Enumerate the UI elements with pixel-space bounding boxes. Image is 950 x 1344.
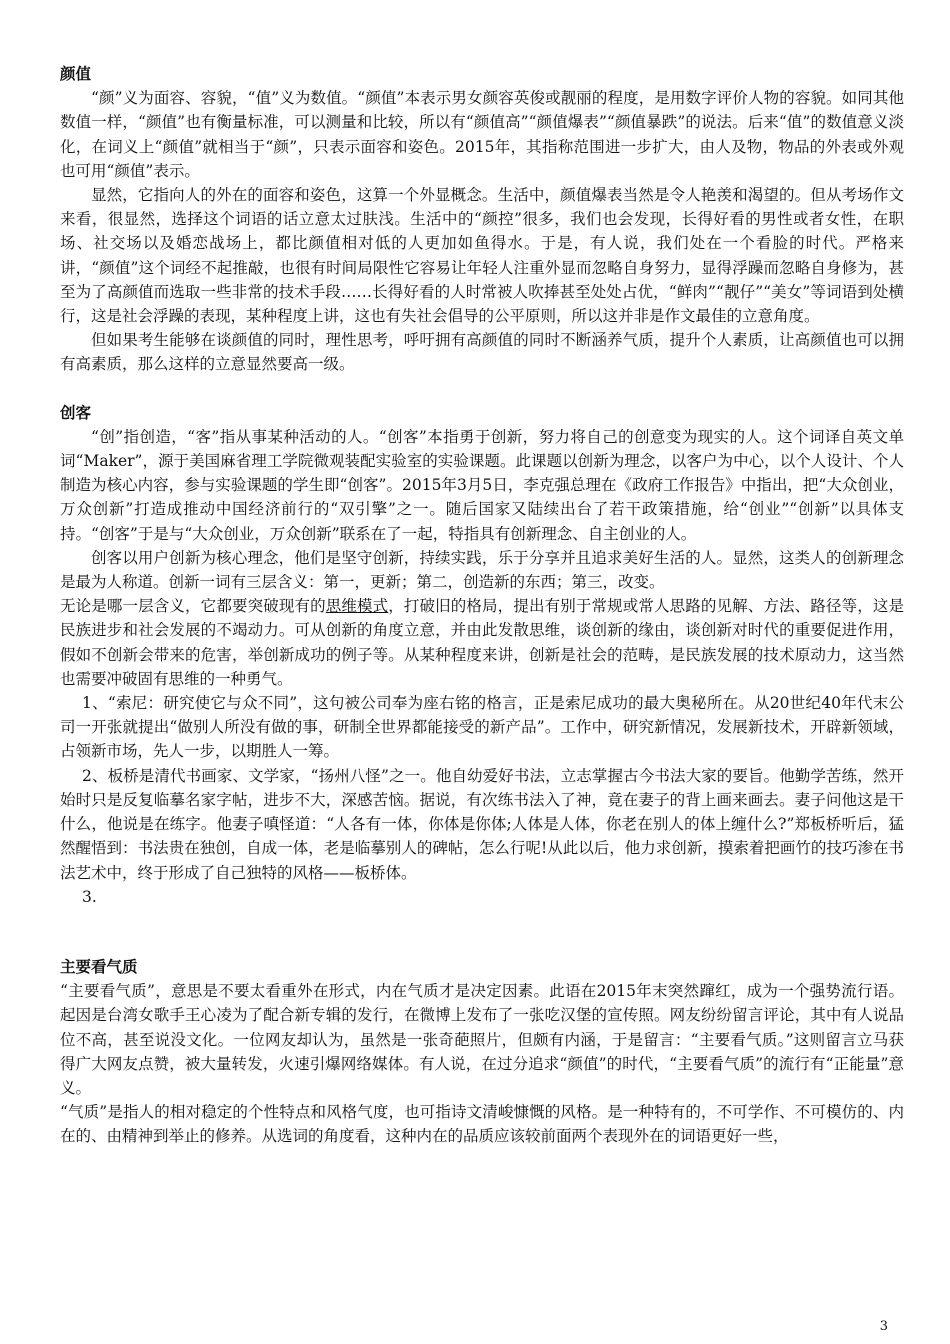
paragraph [60,594,904,691]
paragraph: “气质”是指人的相对稳定的个性特点和风格气度，也可指诗文清峻慷慨的风格。是一种特有的，不可学作、不可模仿的、内在的、由精神到举止的修养。从选词的角度看，这种内在的品质应该较前面两个表现外在的词语更好一些， [60,1103,904,1146]
example-item: 3. [82,887,97,906]
section-heading-yanzhi: 颜值 [60,65,92,83]
paragraph: “创”指创造，“客”指从事某种活动的人。“创客”本指勇于创新，努力将自己的创意变为现实的人。这个词译自英文单词“Maker”，源于美国麻省理工学院微观装配实验室的实验课题。此课题以创新为理念，以客户为中心，以个人设计、个人制造为核心内容，参与实验课题的学生即“创客”。2015年3月5日，李克强总理在《政府工作报告》中指出，把“大众创业，万众创新”打造成推动中国经济前行的“双引擎”之一。随后国家又陆续出台了若干政策措施，给“创业”“创新”以具体支持。“创客”于是与“大众创业，万众创新”联系在了一起，特指具有创新理念、自主创业的人。 [60,427,904,543]
paragraph: 显然，它指向人的外在的面容和姿色，这算一个外显概念。生活中，颜值爆表当然是令人艳羡和渴望的。但从考场作文来看，很显然，选择这个词语的话立意太过肤浅。生活中的“颜控”很多，我们也会发现，长得好看的男性或者女性，在职场、社交场以及婚恋战场上，都比颜值相对低的人更加如鱼得水。于是，有人说，我们处在一个看脸的时代。严格来讲，“颜值”这个词经不起推敲，也很有时间局限性它容易让年轻人注重外显而忽略自身努力，显得浮躁而忽略自身修为，甚至为了高颜值而选取一些非常的技术手段……长得好看的人时常被人吹捧甚至处处占优，“鲜肉”“靓仔”“美女”等词语到处横行，这是社会浮躁的表现，某种程度上讲，这也有失社会倡导的公平原则，所以这并非是作文最佳的立意角度。 [60,186,904,326]
paragraph: 创客以用户创新为核心理念，他们是坚守创新，持续实践，乐于分享并且追求美好生活的人。显然，这类人的创新理念是最为人称道。创新一词有三层含义：第一，更新；第二，创造新的东西；第三，改变。 [60,548,904,592]
paragraph: “颜”义为面容、容貌，“值”义为数值。“颜值”本表示男女颜容英俊或靓丽的程度，是用数字评价人物的容貌。如同其他数值一样，“颜值”也有衡量标准，可以测量和比较，所以有“颜值高”“颜值爆表”“颜值暴跌”的说法。后来“值”的数值意义淡化，在词义上“颜值”就相当于“颜”，只表示面容和姿色。2015年，其指称范围进一步扩大，由人及物，物品的外表或外观也可用“颜值”表示。 [60,89,904,180]
paragraph-text: ，打破旧的格局，提出有别于常规或常人思路的见解、方法、路径等，这是民族进步和社会发展的不竭动力。可从创新的角度立意，并由此发散思维，谈创新的缘由，谈创新对时代的重要促进作用，假如不创新会带来的危害，举创新成功的例子等。从某种程度来讲，创新是社会的范畴，是民族发展的技术原动力，这当然也需要冲破固有思维的一种勇气。 [60,597,904,688]
page-number: 3 [879,1319,888,1334]
section-spacer [60,377,904,401]
thinking-mode-link[interactable]: 思维模式 [325,597,389,616]
paragraph-text: 无论是哪一层含义，它都要突破现有的 [60,597,326,616]
section-heading-qizhi: 主要看气质 [60,957,138,976]
example-item: 2、板桥是清代书画家、文学家，“扬州八怪”之一。他自幼爱好书法，立志掌握古今书法大家的要旨。他勤学苦练，然开始时只是反复临摹名家字帖，进步不大，深感苦恼。据说，有次练书法入了神，竟在妻子的背上画来画去。妻子问他这是干什么，他说是在练字。他妻子嗔怪道：“人各有一体，你体是你体;人体是人体，你老在别人的体上缠什么?”郑板桥听后，猛然醒悟到：书法贵在独创，自成一体，老是临摹别人的碑帖，怎么行呢!从此以后，他力求创新，摸索着把画竹的技巧渗在书法艺术中，终于形成了自己独特的风格——板桥体。 [60,766,904,882]
section-heading-chuangke: 创客 [60,403,92,422]
paragraph: 但如果考生能够在谈颜值的同时，理性思考，呼吁拥有高颜值的同时不断涵养气质，提升个人素质，让高颜值也可以拥有高素质，那么这样的立意显然要高一级。 [60,331,904,374]
document-body [60,62,904,1149]
example-item: 1、“索尼：研究使它与众不同”，这句被公司奉为座右铭的格言，正是索尼成功的最大奥秘所在。从20世纪40年代末公司一开张就提出“做别人所没有做的事，研制全世界都能接受的新产品”。工作中，研究新情况，发展新技术，开辟新领域，占领新市场，先人一步，以期胜人一筹。 [60,694,904,761]
paragraph: “主要看气质”，意思是不要太看重外在形式，内在气质才是决定因素。此语在2015年末突然蹿红，成为一个强势流行语。起因是台湾女歌手王心凌为了配合新专辑的发行，在微博上发布了一张吃汉堡的宣传照。网友纷纷留言评论，其中有人说品位不高，甚至说没文化。一位网友却认为，虽然是一张奇葩照片，但颇有内涵，于是留言：“主要看气质。”这则留言立马获得广大网友点赞，被大量转发，火速引爆网络媒体。有人说，在过分追求“颜值”的时代，“主要看气质”的流行有“正能量”意义。 [60,982,904,1097]
section-spacer [60,909,904,955]
